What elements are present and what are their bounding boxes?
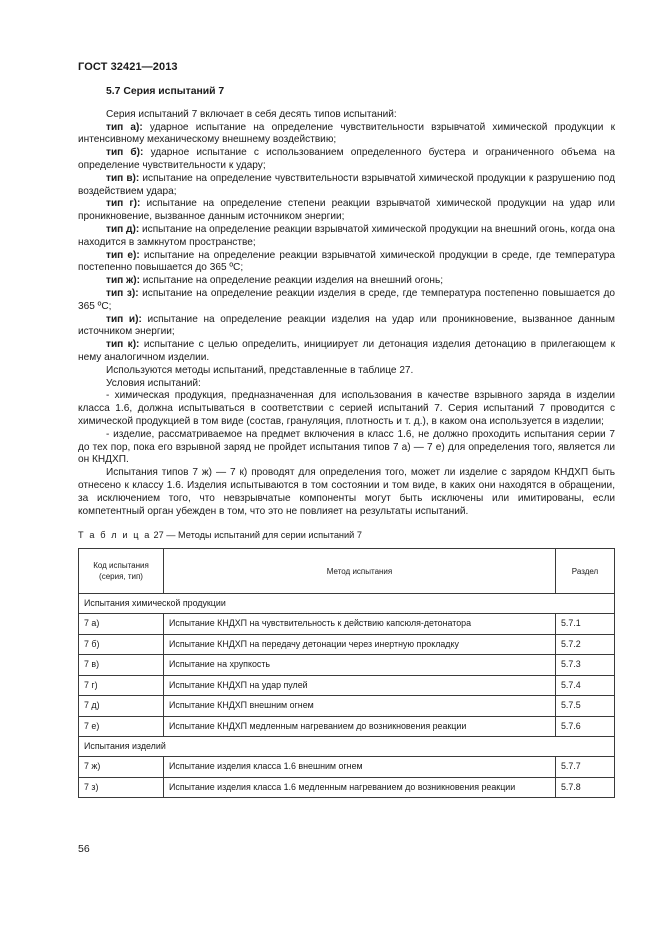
- table-cell-section: 5.7.2: [556, 634, 615, 655]
- table-row: [79, 716, 615, 737]
- header-section: Раздел: [556, 549, 615, 594]
- table-row: [79, 777, 615, 798]
- paragraph: [78, 250, 615, 276]
- table-header-row: [79, 549, 615, 594]
- table-cell-method: Испытание на хрупкость: [164, 655, 556, 676]
- table-cell-method: Испытание КНДХП медленным нагреванием до возникновения реакции: [164, 716, 556, 737]
- paragraph: [78, 109, 615, 122]
- section-title: 5.7 Серия испытаний 7: [106, 86, 225, 97]
- table-cell-section: 5.7.6: [556, 716, 615, 737]
- table-group-title: Испытания химической продукции: [79, 594, 615, 614]
- table-cell-code: 7 а): [79, 614, 164, 635]
- table-cell-method: Испытание изделия класса 1.6 медленным нагреванием до возникновения реакции: [164, 777, 556, 798]
- table-row: [79, 675, 615, 696]
- table-cell-section: 5.7.1: [556, 614, 615, 635]
- table-caption-prefix: Т а б л и ц а: [78, 530, 151, 541]
- document-header: ГОСТ 32421—2013: [78, 61, 178, 73]
- table-cell-method: Испытание КНДХП внешним огнем: [164, 696, 556, 717]
- table-cell-section: 5.7.7: [556, 757, 615, 778]
- table-row: [79, 634, 615, 655]
- paragraph-text: испытание на определение реакции изделия в среде, где температура постепенно повышается до 365 ºС;: [78, 287, 615, 312]
- table-cell-method: Испытание изделия класса 1.6 внешним огнем: [164, 757, 556, 778]
- paragraph: [78, 173, 615, 199]
- table-group-title: Испытания изделий: [79, 737, 615, 757]
- paragraph: [78, 339, 615, 365]
- paragraph: [78, 275, 615, 288]
- test-methods-table: [78, 548, 615, 798]
- table-cell-code: 7 ж): [79, 757, 164, 778]
- table-body: [79, 594, 615, 798]
- table-row: [79, 696, 615, 717]
- table-cell-section: 5.7.8: [556, 777, 615, 798]
- table-cell-code: 7 д): [79, 696, 164, 717]
- table-row: [79, 614, 615, 635]
- table-cell-section: 5.7.4: [556, 675, 615, 696]
- paragraph-text: испытание на определение реакции изделия на удар или проникновение, вызванное данным источником энергии;: [78, 313, 615, 338]
- table-cell-method: Испытание КНДХП на передачу детонации через инертную прокладку: [164, 634, 556, 655]
- paragraph: [78, 288, 615, 314]
- paragraph-lead: тип з):: [106, 287, 139, 299]
- header-method: Метод испытания: [164, 549, 556, 594]
- paragraph-text: - изделие, рассматриваемое на предмет включения в класс 1.6, не должно проходить испытания серии 7 до тех пор, пока его взрывной заряд не пройдет испытания типов 7 а) — 7 е) для определения того, является ли он КНДХП.: [78, 428, 615, 466]
- table-caption: [78, 529, 615, 542]
- paragraph-text: Используются методы испытаний, представленные в таблице 27.: [106, 364, 414, 376]
- header-code: Код испытания (серия, тип): [79, 549, 164, 594]
- table-cell-section: 5.7.3: [556, 655, 615, 676]
- paragraph-text: испытание на определение реакции взрывчатой химической продукции в среде, где температура постепенно повышается до 365 ºС;: [78, 249, 615, 274]
- table-cell-method: Испытание КНДХП на чувствительность к действию капсюля-детонатора: [164, 614, 556, 635]
- paragraph: [78, 314, 615, 340]
- paragraph-text: ударное испытание на определение чувствительности взрывчатой химической продукции к интенсивному механическому внешнему воздействию;: [78, 121, 615, 146]
- table-cell-method: Испытание КНДХП на удар пулей: [164, 675, 556, 696]
- paragraph: [78, 122, 615, 148]
- paragraph-text: Испытания типов 7 ж) — 7 к) проводят для определения того, может ли изделие с зарядом КНДХП быть отнесено к классу 1.6. Изделия испытываются в том состоянии и том виде, в каких они находятся в обращении, за исключением того, что невзрывчатые компоненты могут быть исключены или имитированы, если компетентный орган убежден в том, что это не повлияет на результаты испытаний.: [78, 467, 615, 517]
- paragraph: [78, 198, 615, 224]
- page-number: 56: [78, 843, 90, 855]
- paragraph-lead: тип д):: [106, 223, 140, 235]
- paragraph: [78, 147, 615, 173]
- table-row: [79, 757, 615, 778]
- paragraph-lead: тип и):: [106, 313, 142, 325]
- table-cell-code: 7 в): [79, 655, 164, 676]
- paragraph-lead: тип ж):: [106, 275, 140, 287]
- table-cell-code: 7 е): [79, 716, 164, 737]
- paragraph-lead: тип е):: [106, 249, 140, 261]
- paragraph-text: ударное испытание с использованием определенного бустера и ограниченного объема на определение чувствительности к удару;: [78, 147, 615, 171]
- paragraph: [78, 365, 615, 378]
- paragraph-text: Условия испытаний:: [106, 377, 201, 389]
- table-cell-code: 7 з): [79, 777, 164, 798]
- table-row: [79, 655, 615, 676]
- paragraph-lead: тип а):: [106, 121, 143, 133]
- paragraph-lead: тип б):: [106, 147, 144, 159]
- paragraph: [78, 390, 615, 428]
- table-group-row: [79, 594, 615, 614]
- paragraph-text: испытание с целью определить, инициирует ли детонация изделия детонацию в прилегающем к нему аналогичном изделии.: [78, 339, 616, 363]
- paragraph-text: испытание на определение реакции взрывчатой химической продукции на внешний огонь, когда она находится в замкнутом пространстве;: [78, 223, 615, 248]
- paragraph-lead: тип к):: [106, 339, 140, 351]
- paragraph: [78, 429, 615, 467]
- paragraph-text: испытание на определение чувствительности взрывчатой химической продукции к разрушению под воздействием удара;: [78, 172, 615, 197]
- page-content: [78, 86, 615, 798]
- paragraphs: [78, 109, 615, 519]
- paragraph-text: испытание на определение реакции изделия на внешний огонь;: [139, 275, 444, 287]
- paragraph: [78, 467, 615, 518]
- paragraph-text: - химическая продукция, предназначенная для использования в качестве взрывного заряда в изделии класса 1.6, должна испытываться в соответствии с серией испытаний 7. Серия испытаний 7 проводится с химической продукцией в том виде (состав, грануляция, плотность и т. д.), в каком она используется в изделии;: [78, 390, 615, 427]
- paragraph: [78, 224, 615, 250]
- table-group-row: [79, 737, 615, 757]
- paragraph: [78, 378, 615, 391]
- table-cell-section: 5.7.5: [556, 696, 615, 717]
- paragraph-text: Серия испытаний 7 включает в себя десять типов испытаний:: [106, 108, 397, 120]
- table-caption-text: 27 — Методы испытаний для серии испытаний 7: [150, 530, 362, 541]
- paragraph-lead: тип г):: [106, 198, 141, 210]
- paragraph-text: испытание на определение степени реакции взрывчатой химической продукции на удар или проникновение, вызванное данным источником энергии;: [78, 198, 615, 223]
- table-cell-code: 7 г): [79, 675, 164, 696]
- table-cell-code: 7 б): [79, 634, 164, 655]
- paragraph-lead: тип в):: [106, 172, 140, 184]
